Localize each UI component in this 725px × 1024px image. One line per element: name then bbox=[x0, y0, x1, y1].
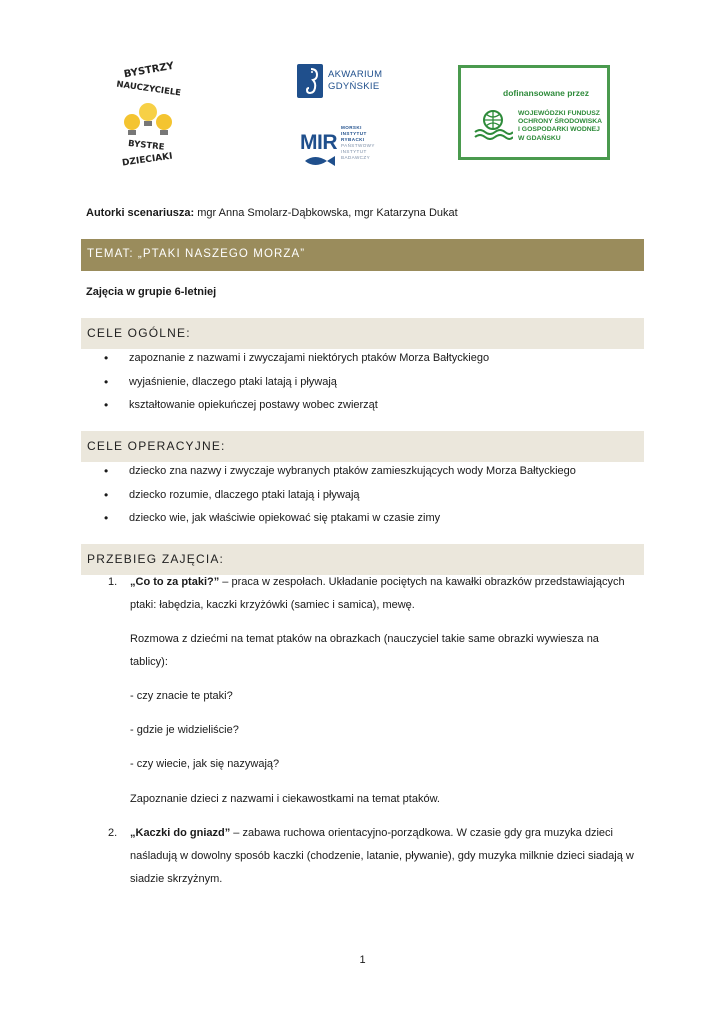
step-title: „Co to za ptaki?” bbox=[130, 576, 220, 588]
svg-text:BYSTRE bbox=[128, 139, 165, 153]
bulbs-line4: DZIECIAKI bbox=[121, 151, 174, 168]
wfos-line1: WOJEWÓDZKI FUNDUSZ bbox=[518, 110, 600, 117]
list-item: • kształtowanie opiekuńczej postawy wobec zwierząt bbox=[104, 398, 489, 422]
step-2-line1: „Kaczki do gniazd” – zabawa ruchowa orientacyjno-porządkowa. W czasie gdy gra muzyka dzieci bbox=[130, 827, 613, 839]
topic-bar bbox=[81, 239, 644, 271]
bulbs-line3: BYSTRE bbox=[127, 138, 165, 153]
mir-logo bbox=[300, 122, 380, 164]
step-1-line5: Zapoznanie dzieci z nazwami i ciekawostkami na temat ptaków. bbox=[130, 793, 440, 805]
mir-mark: MIR bbox=[300, 131, 337, 154]
list-item: • dziecko rozumie, dlaczego ptaki latają i pływają bbox=[104, 488, 576, 512]
wfos-emblem-icon bbox=[473, 108, 513, 140]
list-item: • wyjaśnienie, dlaczego ptaki latają i pływają bbox=[104, 375, 489, 399]
step-1-line2: ptaki: łabędzia, kaczki krzyżówki (samiec i samica), mewę. bbox=[130, 599, 415, 611]
mir-line6: BADAWCZY bbox=[341, 155, 371, 160]
page-number: 1 bbox=[359, 954, 366, 966]
list-item: • dziecko zna nazwy i zwyczaje wybranych ptaków zamieszkujących wody Morza Bałtyckiego bbox=[104, 464, 576, 488]
mir-line5: INSTYTUT bbox=[341, 149, 367, 154]
topic-title: TEMAT: „PTAKI NASZEGO MORZA” bbox=[87, 248, 306, 260]
wfos-funded-by: dofinansowane przez bbox=[503, 88, 589, 98]
bulbs-line2: NAUCZYCIELE bbox=[115, 79, 182, 99]
authors-names: mgr Anna Smolarz-Dąbkowska, mgr Katarzyna Dukat bbox=[194, 207, 458, 219]
section-title: PRZEBIEG ZAJĘCIA: bbox=[87, 552, 225, 566]
fish-icon bbox=[303, 154, 337, 168]
wfos-line2: OCHRONY ŚRODOWISKA bbox=[518, 118, 603, 126]
step-2-line3: siadzie skrzyżnym. bbox=[130, 873, 223, 885]
step-1-question: - czy znacie te ptaki? bbox=[130, 690, 233, 702]
step-number: 2. bbox=[108, 827, 118, 839]
mir-line3: RYBACKI bbox=[341, 137, 365, 142]
section-title: CELE OPERACYJNE: bbox=[87, 439, 226, 453]
section-general-goals bbox=[81, 318, 644, 349]
step-2-line2: naśladują w dowolny sposób kaczki (chodzenie, latanie, pływanie), gdy muzyka milknie dzieci siadają w bbox=[130, 850, 634, 862]
bystrzy-nauczyciele-logo bbox=[112, 60, 184, 168]
wfos-line4: W GDAŃSKU bbox=[518, 134, 561, 142]
group-info: Zajęcia w grupie 6-letniej bbox=[86, 286, 217, 298]
authors-label: Autorki scenariusza: bbox=[86, 207, 195, 219]
svg-text:BYSTRZY bbox=[123, 61, 175, 81]
step-1-question: - czy wiecie, jak się nazywają? bbox=[130, 758, 280, 770]
step-1-line1: „Co to za ptaki?” – praca w zespołach. Układanie pociętych na kawałki obrazków przedstawiających bbox=[130, 576, 625, 588]
step-number: 1. bbox=[108, 576, 118, 588]
svg-text:NAUCZYCIELE bbox=[116, 80, 182, 99]
section-title: CELE OGÓLNE: bbox=[87, 326, 191, 340]
aquarium-line1: AKWARIUM bbox=[328, 69, 383, 80]
mir-line4: PAŃSTWOWY bbox=[341, 143, 375, 148]
general-goals-list bbox=[104, 351, 489, 422]
step-1-line3: Rozmowa z dziećmi na temat ptaków na obrazkach (nauczyciel takie same obrazki wywiesza na bbox=[130, 633, 599, 645]
authors-line bbox=[86, 207, 458, 219]
list-item: • dziecko wie, jak właściwie opiekować się ptakami w czasie zimy bbox=[104, 511, 576, 535]
seahorse-icon bbox=[297, 64, 323, 98]
step-title: „Kaczki do gniazd” bbox=[130, 827, 231, 839]
step-1-line4: tablicy): bbox=[130, 656, 168, 668]
mir-line1: MORSKI bbox=[341, 125, 362, 130]
section-operational-goals bbox=[81, 431, 644, 462]
bulbs-line1: BYSTRZY bbox=[123, 60, 175, 81]
operational-goals-list bbox=[104, 464, 576, 535]
wfosigw-logo bbox=[458, 65, 610, 160]
akwarium-gdynskie-logo bbox=[297, 63, 387, 99]
section-course bbox=[81, 544, 644, 575]
step-1-question: - gdzie je widzieliście? bbox=[130, 724, 239, 736]
mir-line2: INSTYTUT bbox=[341, 131, 367, 136]
svg-text:DZIECIAKI bbox=[122, 152, 174, 168]
wfos-line3: I GOSPODARKI WODNEJ bbox=[518, 126, 600, 134]
aquarium-line2: GDYŃSKIE bbox=[328, 81, 380, 92]
list-item: • zapoznanie z nazwami i zwyczajami niektórych ptaków Morza Bałtyckiego bbox=[104, 351, 489, 375]
